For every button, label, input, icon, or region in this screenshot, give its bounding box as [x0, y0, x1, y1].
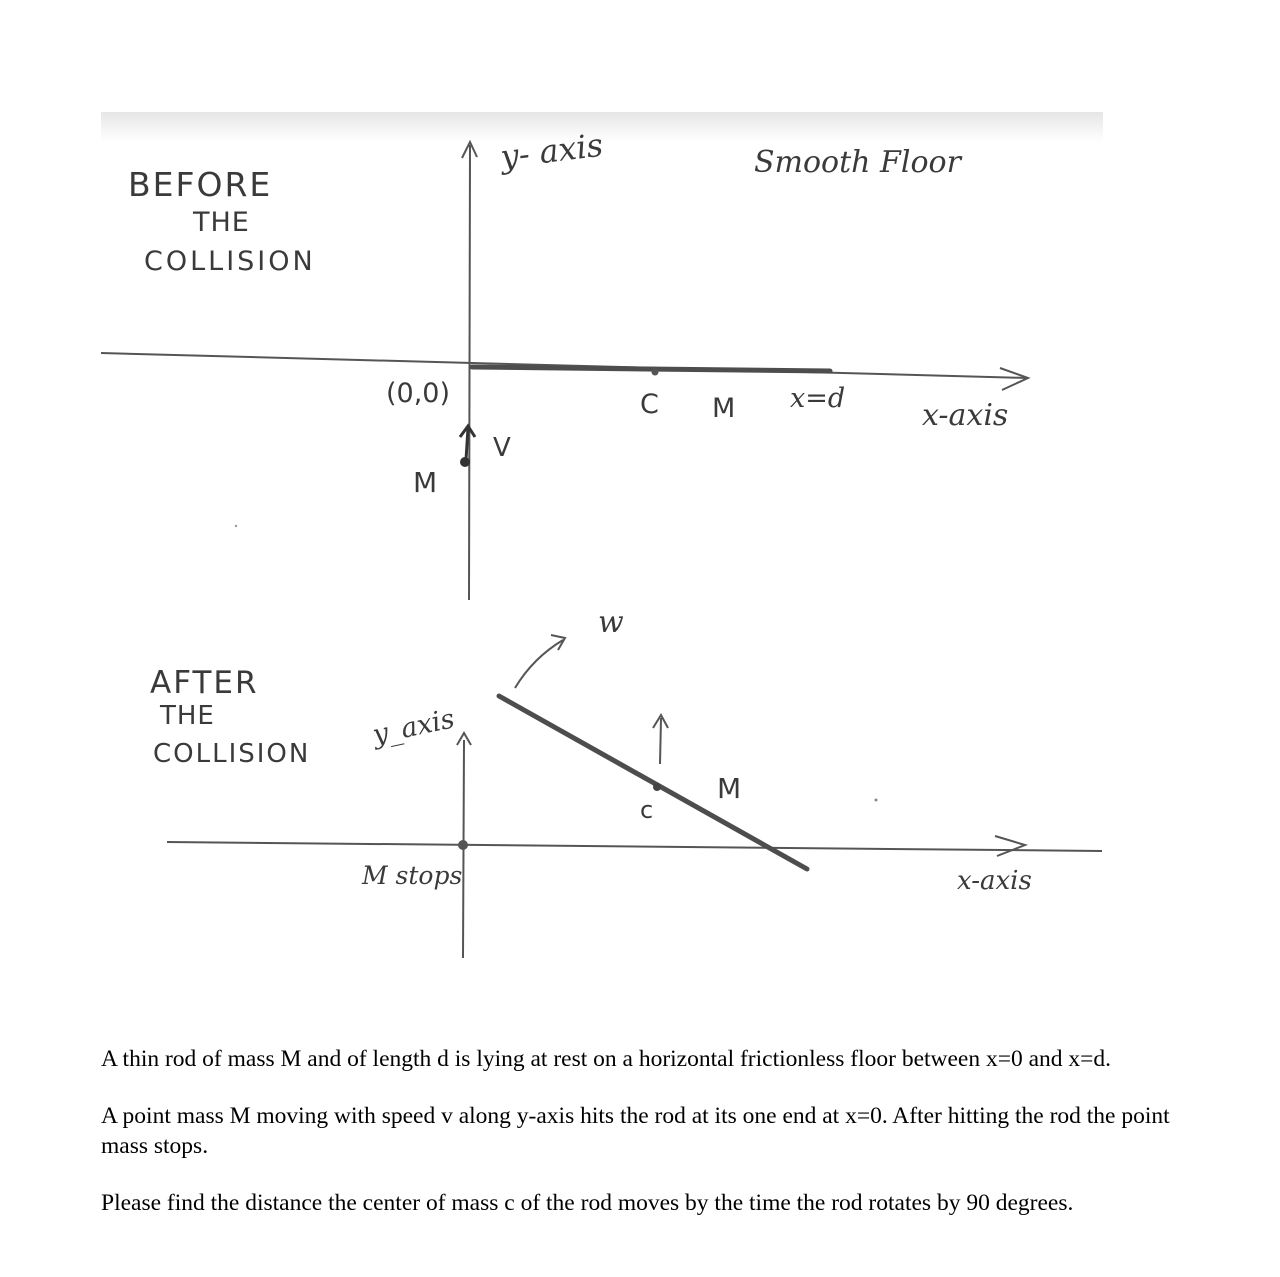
- header-shade: [101, 112, 1103, 142]
- before-rod: [472, 367, 830, 371]
- after-x-axis: [167, 842, 1102, 851]
- rod-end-label: x=d: [790, 383, 846, 414]
- before-y-axis-label: y- axis: [498, 125, 606, 176]
- before-x-axis: [101, 353, 1028, 378]
- before-title-line2: THE: [193, 207, 250, 238]
- origin-label: (0,0): [386, 378, 451, 409]
- before-x-axis-arrowhead: [1000, 368, 1028, 390]
- before-title-line1: BEFORE: [128, 165, 273, 204]
- stopped-point-mass: [458, 840, 468, 850]
- omega-arrow: [515, 640, 563, 688]
- before-center-label: C: [640, 389, 659, 420]
- problem-paragraph-3: Please find the distance the center of mass c of the rod moves by the time the rod rotates by 90 degrees.: [101, 1190, 1074, 1216]
- after-x-axis-label: x-axis: [957, 866, 1032, 896]
- problem-paragraph-1: A thin rod of mass M and of length d is lying at rest on a horizontal frictionless floor between x=0 and x=d.: [101, 1046, 1112, 1072]
- omega-label: w: [598, 605, 624, 640]
- before-x-axis-label: x-axis: [922, 398, 1009, 433]
- problem-statement: [101, 1044, 1181, 1245]
- after-rod: [499, 696, 807, 869]
- problem-paragraph-2: A point mass M moving with speed v along y-axis hits the rod at its one end at x=0. After hitting the rod the point mass stops.: [101, 1103, 1170, 1159]
- before-center-dot: [652, 369, 659, 376]
- after-title-line3: COLLISION: [153, 739, 311, 769]
- center-velocity-arrow: [660, 718, 661, 764]
- stops-label: M stops: [362, 861, 463, 890]
- before-y-axis: [469, 145, 470, 600]
- velocity-arrow: [466, 428, 468, 460]
- after-x-axis-arrowhead: [995, 836, 1025, 856]
- after-title-line1: AFTER: [150, 665, 259, 701]
- after-title-line2: THE: [160, 701, 215, 731]
- velocity-label: V: [493, 433, 511, 463]
- after-rod-mass-label: M: [717, 772, 742, 805]
- after-panel: [150, 525, 1102, 958]
- scan-speck: [235, 525, 237, 527]
- after-center-dot: [653, 783, 661, 791]
- floor-label: Smooth Floor: [754, 145, 961, 180]
- before-title-line3: COLLISION: [144, 246, 316, 277]
- after-center-label: c: [640, 796, 654, 824]
- after-y-axis-label: y_axis: [370, 703, 458, 751]
- point-mass-label: M: [413, 466, 438, 499]
- scan-speck: [875, 799, 878, 802]
- before-rod-mass-label: M: [712, 393, 736, 424]
- before-panel: [101, 126, 1028, 600]
